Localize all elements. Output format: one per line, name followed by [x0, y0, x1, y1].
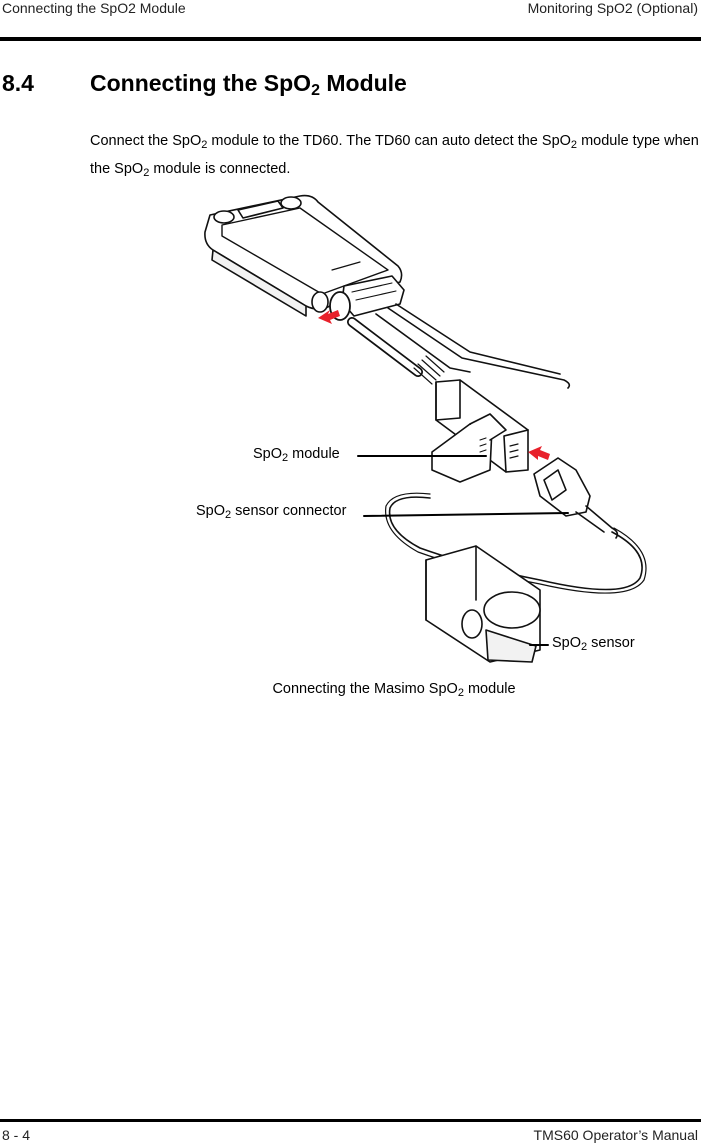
body-paragraph: Connect the SpO$_2$ module to the TD60. The TD60 can auto detect the SpO$_2$ module type when the SpO$_2$ module is connected. — [90, 133, 699, 179]
insertion-arrow-module — [528, 446, 550, 460]
header-section-title: Monitoring SpO2 (Optional) — [527, 0, 698, 16]
section-number: 8.4 — [2, 70, 34, 96]
monitor-cable — [352, 304, 569, 388]
figure-caption: Connecting the Masimo SpO$_2$ module — [272, 681, 516, 699]
page-number: 8 - 4 — [2, 1127, 31, 1143]
section-title: Connecting the SpO$_2$ Module — [90, 70, 407, 99]
header-chapter-title: Connecting the SpO2 Module — [2, 0, 186, 16]
label-spo2-sensor: SpO$_2$ sensor — [552, 635, 635, 653]
label-spo2-module: SpO$_2$ module — [253, 446, 340, 464]
spo2-module — [432, 380, 528, 482]
sensor-connector — [534, 458, 617, 538]
footer-rule — [0, 1119, 701, 1122]
label-spo2-sensor-connector: SpO$_2$ sensor connector — [196, 503, 347, 521]
finger-clip-sensor — [426, 546, 540, 662]
manual-title: TMS60 Operator’s Manual — [533, 1127, 698, 1143]
